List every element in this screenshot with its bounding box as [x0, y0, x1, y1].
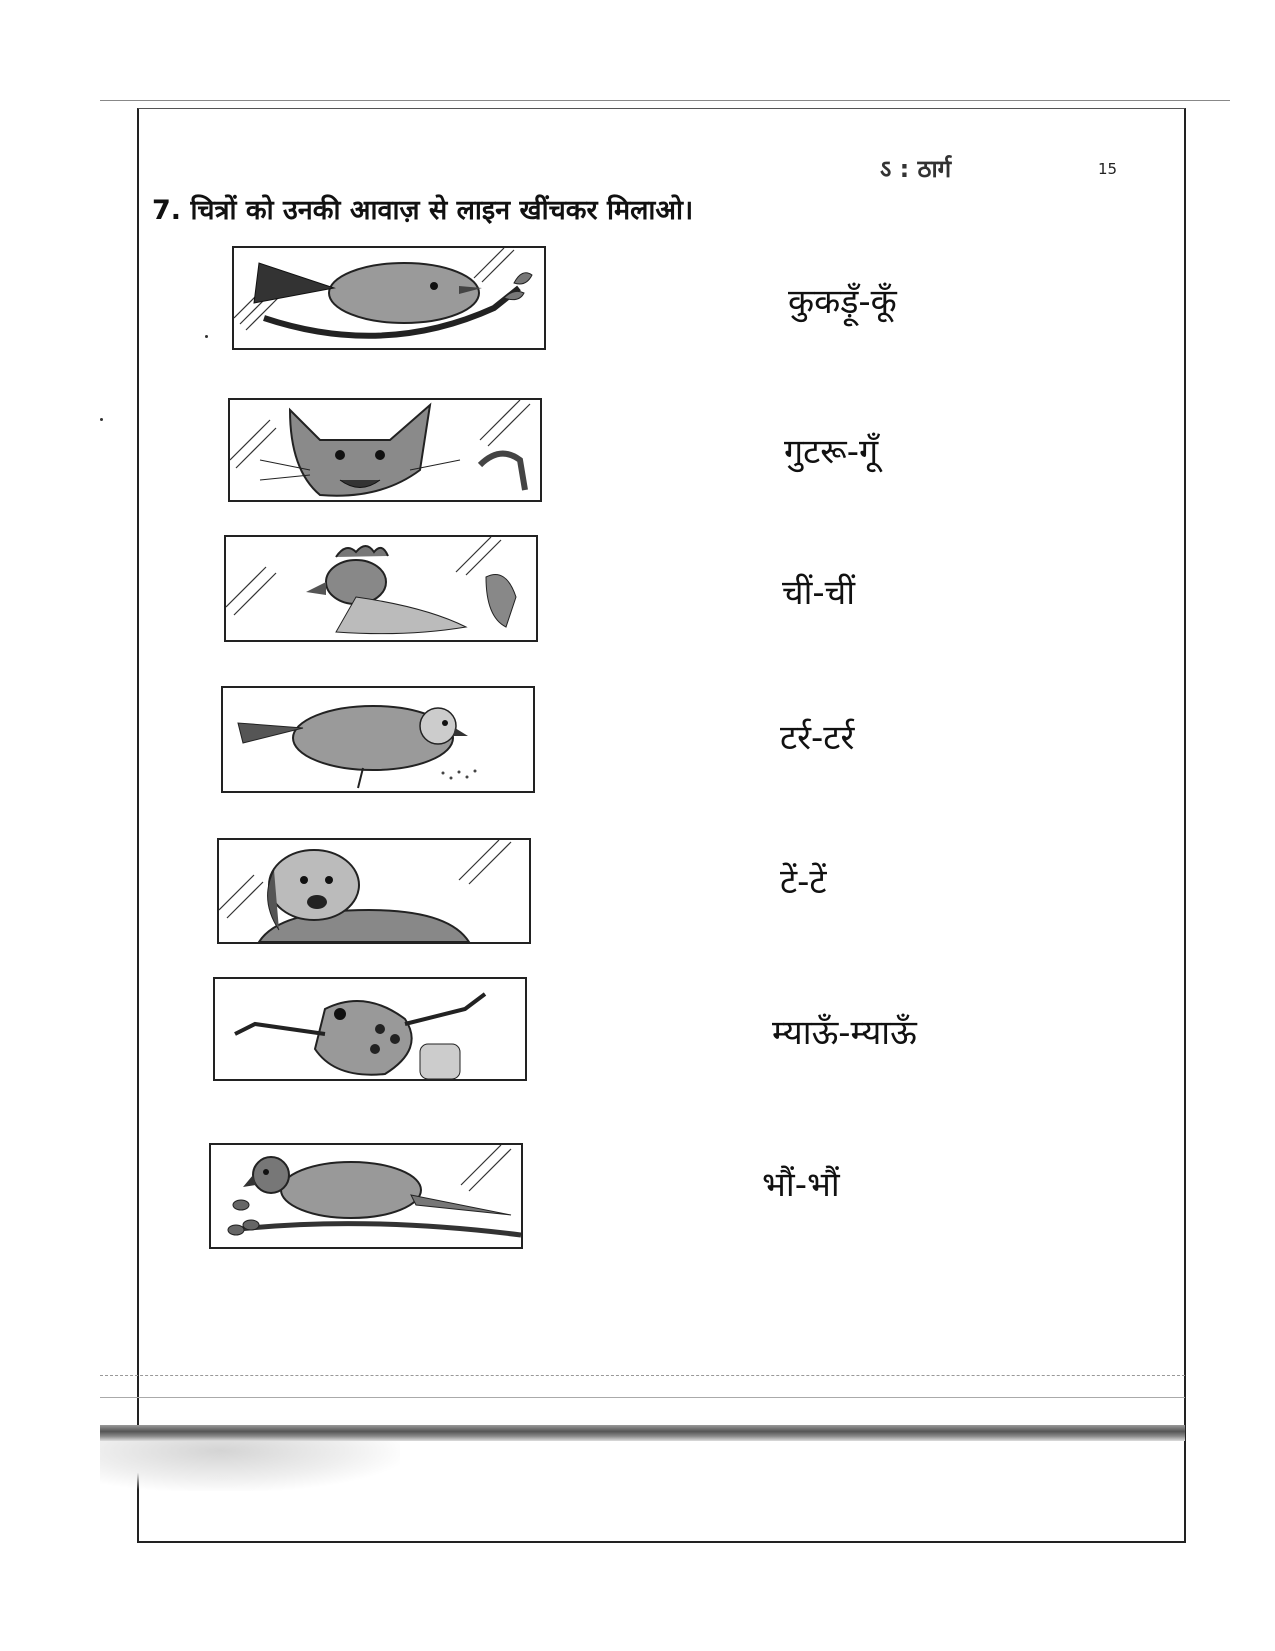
sound-label: भौं-भौं	[762, 1165, 840, 1205]
stray-dot	[205, 335, 208, 338]
sound-label: चीं-चीं	[782, 573, 856, 613]
bottom-rule	[100, 1397, 1185, 1398]
header-label: ऽ : ठार्ग	[880, 155, 952, 183]
page-number: 15	[1098, 160, 1118, 178]
stray-dot	[100, 418, 103, 421]
picture-box-sparrow[interactable]	[232, 246, 546, 350]
sparrow-icon	[234, 248, 544, 348]
sound-label: गुटरू-गूँ	[784, 432, 879, 472]
dog-icon	[219, 840, 529, 942]
picture-box-frog[interactable]	[213, 977, 527, 1081]
sound-label: म्याऊँ-म्याऊँ	[772, 1013, 917, 1053]
instruction-text: 7. चित्रों को उनकी आवाज़ से लाइन खींचकर मिलाओ।	[152, 195, 694, 226]
picture-box-pigeon[interactable]	[221, 686, 535, 793]
picture-box-cat[interactable]	[228, 398, 542, 502]
rooster-icon	[226, 537, 536, 640]
frog-icon	[215, 979, 525, 1079]
cat-icon	[230, 400, 540, 500]
scan-smudge	[100, 1441, 400, 1491]
sound-label: कुकड़ूँ-कूँ	[788, 282, 897, 322]
sound-label: टर्र-टर्र	[780, 718, 855, 758]
picture-box-rooster[interactable]	[224, 535, 538, 642]
picture-box-parrot[interactable]	[209, 1143, 523, 1249]
pigeon-icon	[223, 688, 533, 791]
sound-label: टें-टें	[780, 862, 827, 902]
top-rule	[100, 100, 1230, 101]
parrot-icon	[211, 1145, 521, 1247]
bottom-rule	[100, 1375, 1185, 1376]
picture-box-dog[interactable]	[217, 838, 531, 944]
scan-shadow-band	[100, 1425, 1185, 1441]
